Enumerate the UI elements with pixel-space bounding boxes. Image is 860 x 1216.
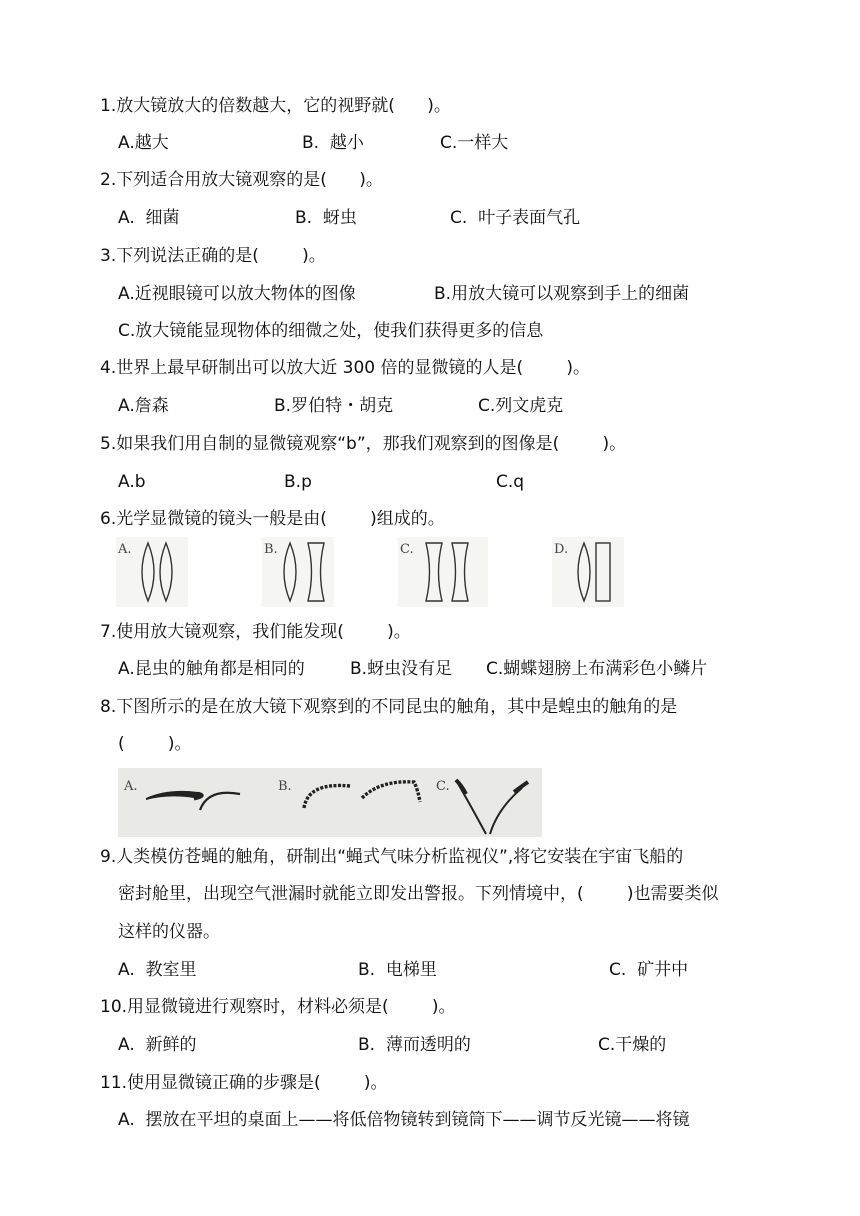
question-9-stem-cont-2: 这样的仪器。 — [118, 922, 220, 942]
question-4-option-c: C.列文虎克 — [478, 396, 564, 416]
question-7-stem: 7.使用放大镜观察，我们能发现( )。 — [100, 622, 411, 642]
question-2-option-a: A. 细菌 — [118, 208, 180, 228]
question-10-option-a: A. 新鲜的 — [118, 1035, 197, 1055]
question-1-option-a: A.越大 — [118, 133, 169, 153]
lens-label-a: A. — [118, 542, 132, 557]
question-2-stem: 2.下列适合用放大镜观察的是( )。 — [100, 170, 383, 190]
question-4-option-b: B.罗伯特・胡克 — [274, 396, 394, 416]
question-10-option-c: C.干燥的 — [598, 1035, 667, 1055]
question-4-option-a: A.詹森 — [118, 396, 169, 416]
question-2-option-c: C. 叶子表面气孔 — [450, 208, 581, 228]
antenna-label-b: B. — [278, 779, 292, 794]
question-7-option-b: B.蚜虫没有足 — [350, 659, 453, 679]
question-7-option-c: C.蝴蝶翅膀上布满彩色小鳞片 — [486, 659, 708, 679]
question-1-stem: 1.放大镜放大的倍数越大，它的视野就( )。 — [100, 96, 451, 116]
antenna-label-a: A. — [124, 779, 138, 794]
question-9-option-b: B. 电梯里 — [358, 960, 437, 980]
lens-figure-c — [398, 537, 488, 607]
question-9-stem-cont-1: 密封舱里，出现空气泄漏时就能立即发出警报。下列情境中，( )也需要类似 — [118, 884, 719, 904]
question-1-option-c: C.一样大 — [440, 133, 509, 153]
question-5-option-c: C.q — [496, 472, 525, 492]
question-4-stem: 4.世界上最早研制出可以放大近 300 倍的显微镜的人是( )。 — [100, 358, 590, 378]
question-3-option-b: B.用放大镜可以观察到手上的细菌 — [434, 284, 690, 304]
question-5-stem: 5.如果我们用自制的显微镜观察“b”，那我们观察到的图像是( )。 — [100, 434, 627, 454]
question-8-stem: 8.下图所示的是在放大镜下观察到的不同昆虫的触角，其中是蝗虫的触角的是 — [100, 697, 678, 717]
question-5-option-a: A.b — [118, 472, 146, 492]
question-8-stem-cont: ( )。 — [118, 734, 192, 754]
question-3-option-c: C.放大镜能显现物体的细微之处，使我们获得更多的信息 — [118, 321, 544, 341]
lens-label-d: D. — [554, 542, 569, 557]
lens-figure-a — [116, 537, 188, 607]
lens-figure-d — [552, 537, 624, 607]
question-10-stem: 10.用显微镜进行观察时，材料必须是( )。 — [100, 997, 456, 1017]
question-2-option-b: B. 蚜虫 — [295, 208, 357, 228]
lens-figure-b — [262, 537, 334, 607]
question-9-option-c: C. 矿井中 — [609, 960, 689, 980]
question-7-option-a: A.昆虫的触角都是相同的 — [118, 659, 305, 679]
question-9-option-a: A. 教室里 — [118, 960, 197, 980]
lens-label-c: C. — [400, 542, 414, 557]
lens-label-b: B. — [264, 542, 278, 557]
question-11-option-a: A. 摆放在平坦的桌面上——将低倍物镜转到镜筒下——调节反光镜——将镜 — [118, 1110, 690, 1130]
antenna-figure — [118, 768, 542, 837]
question-10-option-b: B. 薄而透明的 — [358, 1035, 471, 1055]
question-11-stem: 11.使用显微镜正确的步骤是( )。 — [100, 1073, 388, 1093]
question-9-stem: 9.人类模仿苍蝇的触角，研制出“蝇式气味分析监视仪”,将它安装在宇宙飞船的 — [100, 847, 684, 867]
question-5-option-b: B.p — [284, 472, 312, 492]
question-6-stem: 6.光学显微镜的镜头一般是由( )组成的。 — [100, 509, 445, 529]
question-1-option-b: B. 越小 — [302, 133, 364, 153]
question-3-option-a: A.近视眼镜可以放大物体的图像 — [118, 284, 356, 304]
question-3-stem: 3.下列说法正确的是( )。 — [100, 246, 326, 266]
antenna-label-c: C. — [436, 779, 450, 794]
